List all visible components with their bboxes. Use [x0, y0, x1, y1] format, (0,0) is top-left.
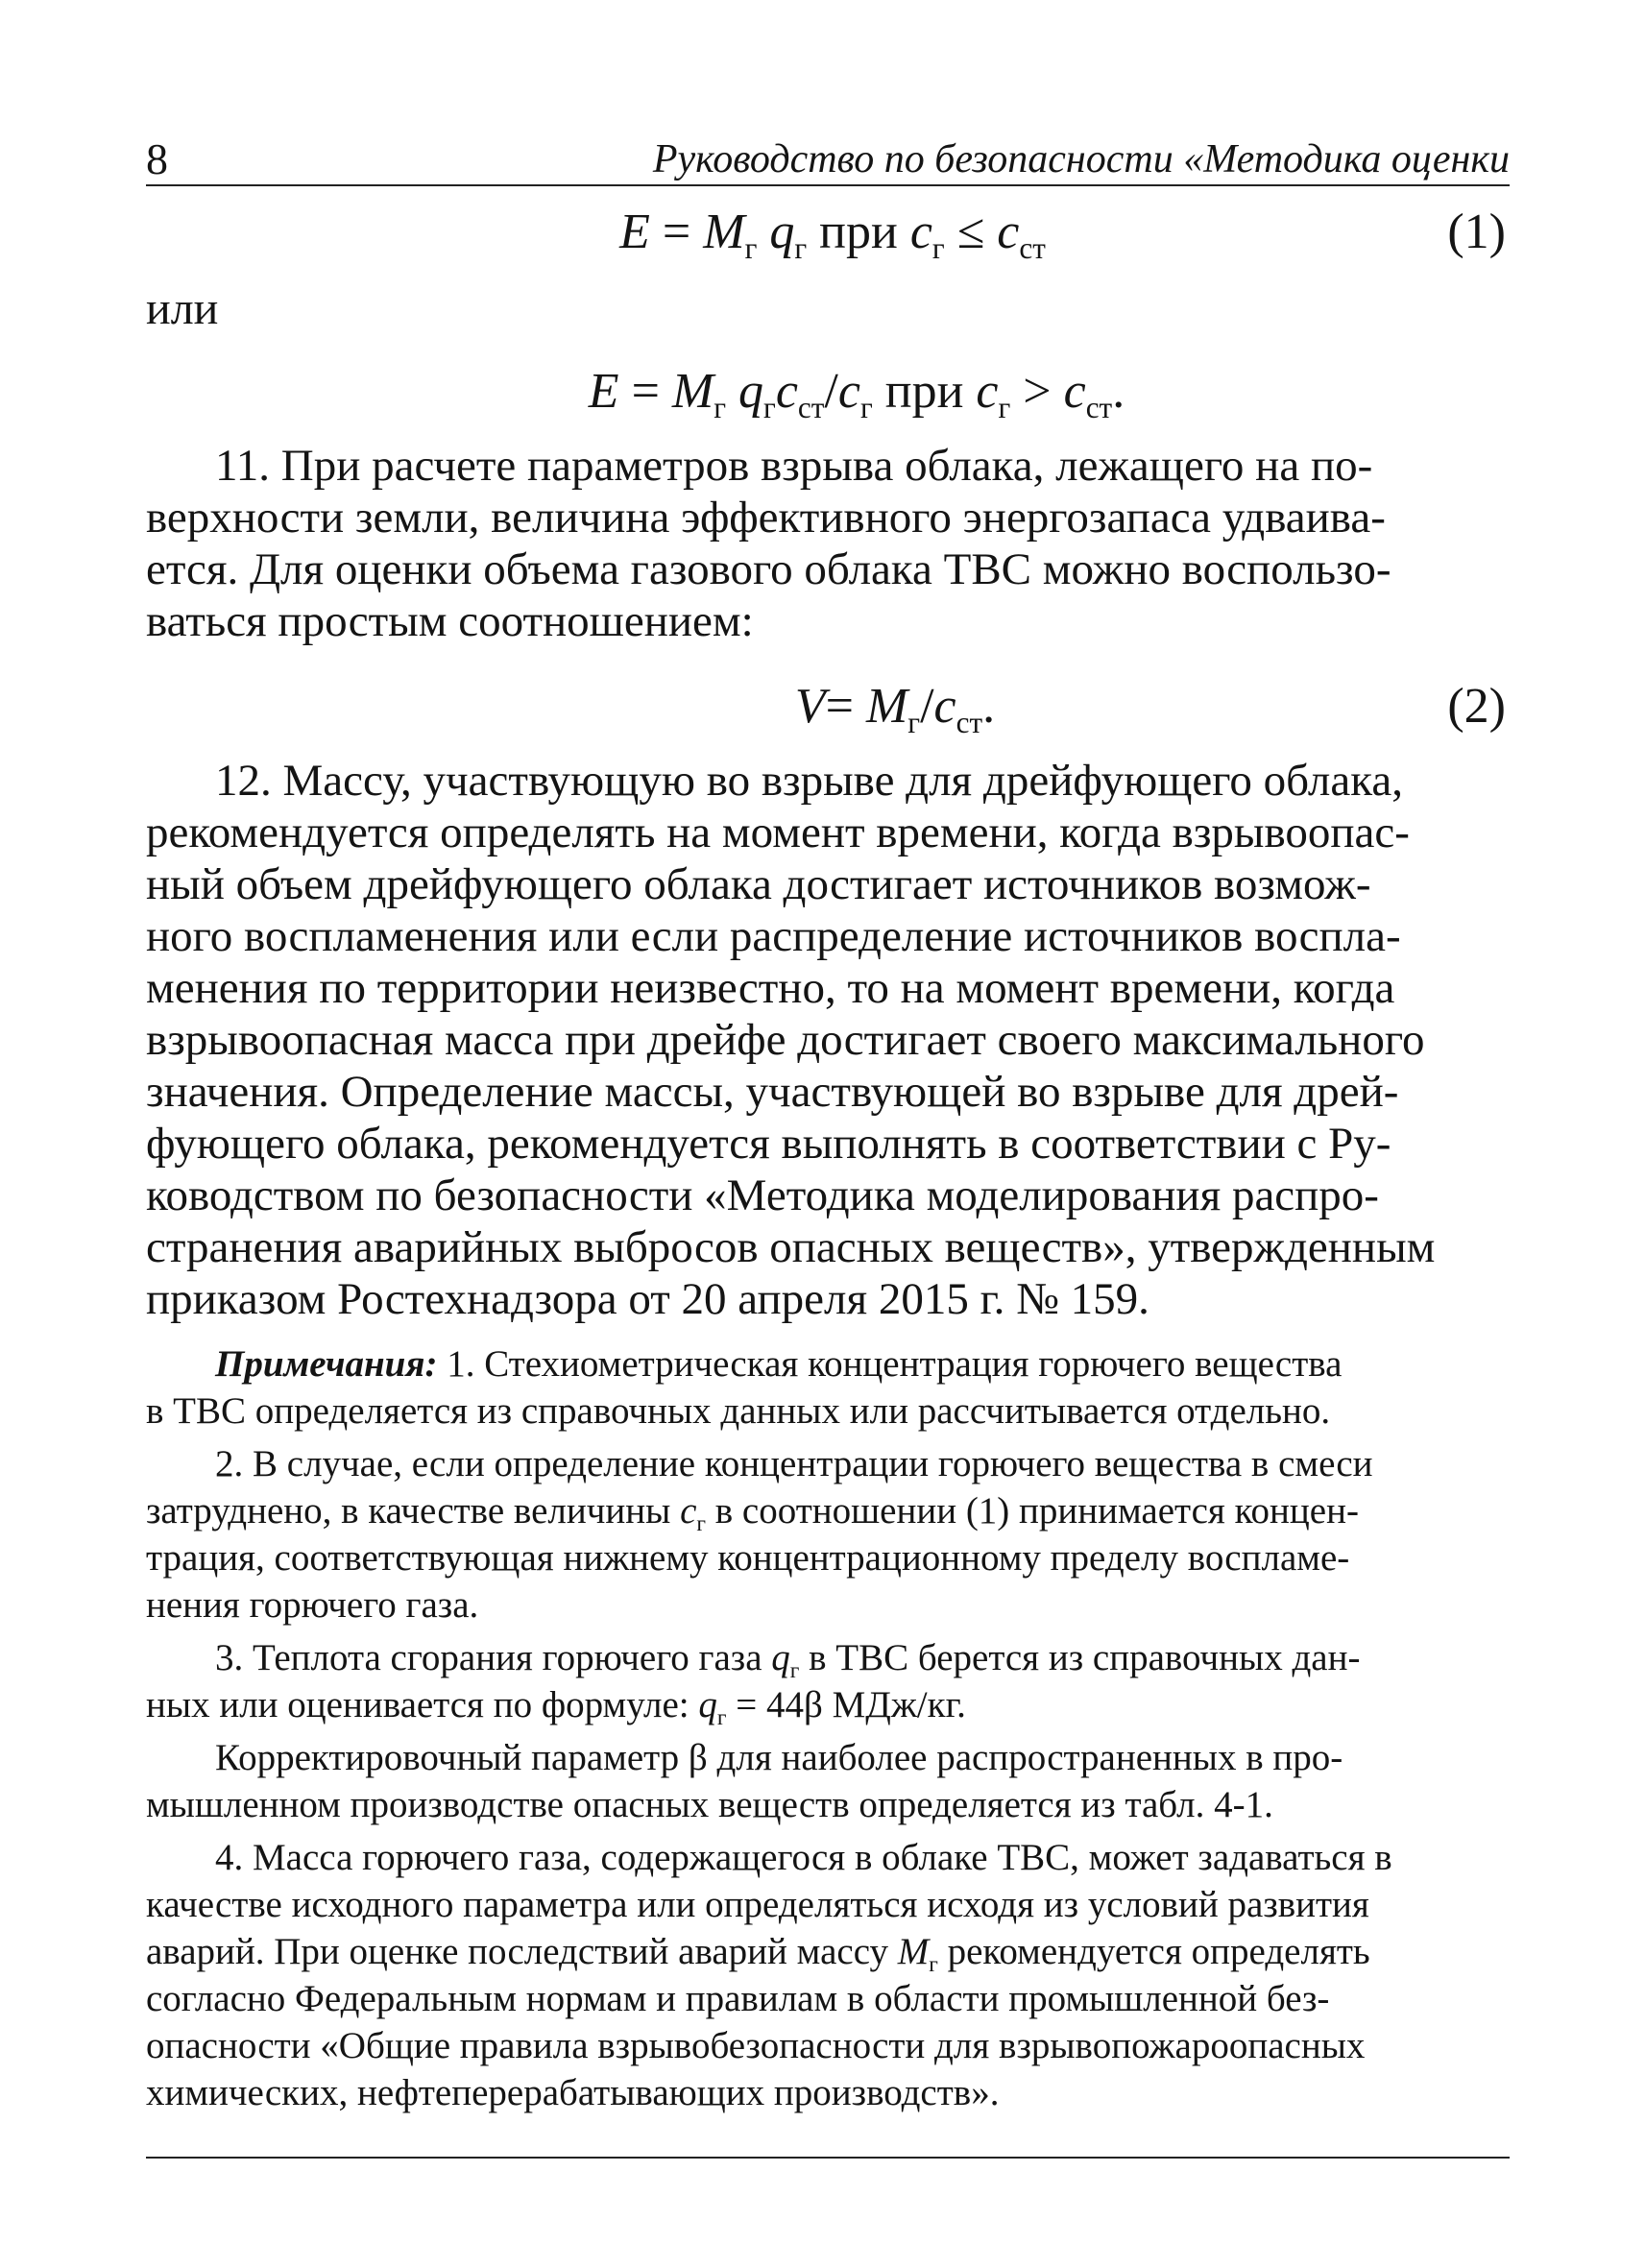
text-line: верхности земли, величина эффективного энергозапаса удваива-	[146, 493, 1386, 543]
text-line: согласно Федеральным нормам и правилам в области промышленной без-	[146, 1978, 1330, 2019]
notes-block	[146, 1340, 1510, 2116]
running-title: Руководство по безопасности «Методика оценки	[652, 137, 1510, 181]
text-line: ководством по безопасности «Методика моделирования распро-	[146, 1170, 1379, 1220]
text-line: менения по территории неизвестно, то на момент времени, когда	[146, 963, 1395, 1013]
formula-2: $V= M_г/c_{ст}$. (2)	[794, 679, 1506, 739]
notes-heading: Примечания:	[215, 1343, 438, 1385]
note-3: 3. Теплота сгорания горючего газа $q_г$ в ТВС берется из справочных дан-	[215, 1637, 1361, 1684]
equation-number-1: (1)	[1447, 205, 1506, 259]
text-line: в ТВС определяется из справочных данных или рассчитывается отдельно.	[146, 1390, 1331, 1432]
text-line: химических, нефтеперерабатывающих производств».	[146, 2072, 1000, 2113]
note-4: 4. Масса горючего газа, содержащегося в облаке ТВС, может задаваться в	[215, 1837, 1392, 1878]
text-line: затруднено, в качестве величины $c_г$ в соотношении (1) принимается концен-	[146, 1490, 1359, 1537]
formula-1b: $E = M_г$ $q_гc_{ст}/c_г$ при $c_г > c_{ст}$.	[588, 364, 1125, 424]
text-line: 12. Массу, участвующую во взрыве для дрейфующего облака,	[215, 756, 1403, 806]
text-line: фующего облака, рекомендуется выполнять в соответствии с Ру-	[146, 1119, 1391, 1169]
text-line: 11. При расчете параметров взрыва облака, лежащего на по-	[215, 441, 1373, 491]
footer-rule	[146, 2157, 1510, 2159]
text-line: рекомендуется определять на момент времени, когда взрывоопас-	[146, 808, 1410, 857]
text-line: аварий. При оценке последствий аварий массу $M_г$ рекомендуется определять	[146, 1931, 1370, 1978]
word-or: или	[146, 283, 219, 334]
note-2: 2. В случае, если определение концентрации горючего вещества в смеси	[215, 1443, 1373, 1484]
page-number: 8	[146, 134, 168, 183]
text-line: ных или оценивается по формуле: $q_г = 44\beta$ МДж/кг.	[146, 1684, 966, 1731]
text-line: ный объем дрейфующего облака достигает источников возмож-	[146, 859, 1371, 909]
text-line: нения горючего газа.	[146, 1584, 479, 1626]
text-line: ного воспламенения или если распределение источников воспла-	[146, 911, 1401, 961]
text-line: ваться простым соотношением:	[146, 596, 754, 646]
formula-1a: $E = M_г$ $q_г$ при $c_г \le c_{ст}$ (1)	[619, 205, 1506, 265]
text-line: странения аварийных выбросов опасных веществ», утвержденным	[146, 1222, 1436, 1272]
text-line: взрывоопасная масса при дрейфе достигает своего максимального	[146, 1015, 1425, 1065]
text-line: трация, соответствующая нижнему концентрационному пределу воспламе-	[146, 1537, 1350, 1579]
equation-number-2: (2)	[1447, 679, 1506, 734]
text-line: значения. Определение массы, участвующей во взрыве для дрей-	[146, 1067, 1399, 1117]
beta-paragraph: Корректировочный параметр β для наиболее распространенных в про-	[215, 1737, 1343, 1778]
paragraph-12	[146, 755, 1510, 1325]
text-line: мышленном производстве опасных веществ определяется из табл. 4-1.	[146, 1784, 1273, 1825]
paragraph-11	[146, 440, 1510, 647]
text-line: ется. Для оценки объема газового облака ТВС можно воспользо-	[146, 544, 1391, 594]
text-line: приказом Ростехнадзора от 20 апреля 2015 г. № 159.	[146, 1274, 1149, 1324]
note-1: Примечания: 1. Стехиометрическая концентрация горючего вещества	[215, 1343, 1343, 1385]
text-line: опасности «Общие правила взрывобезопасности для взрывопожароопасных	[146, 2025, 1366, 2066]
text-line: качестве исходного параметра или определяться исходя из условий развития	[146, 1884, 1369, 1925]
page-header	[146, 134, 1510, 186]
